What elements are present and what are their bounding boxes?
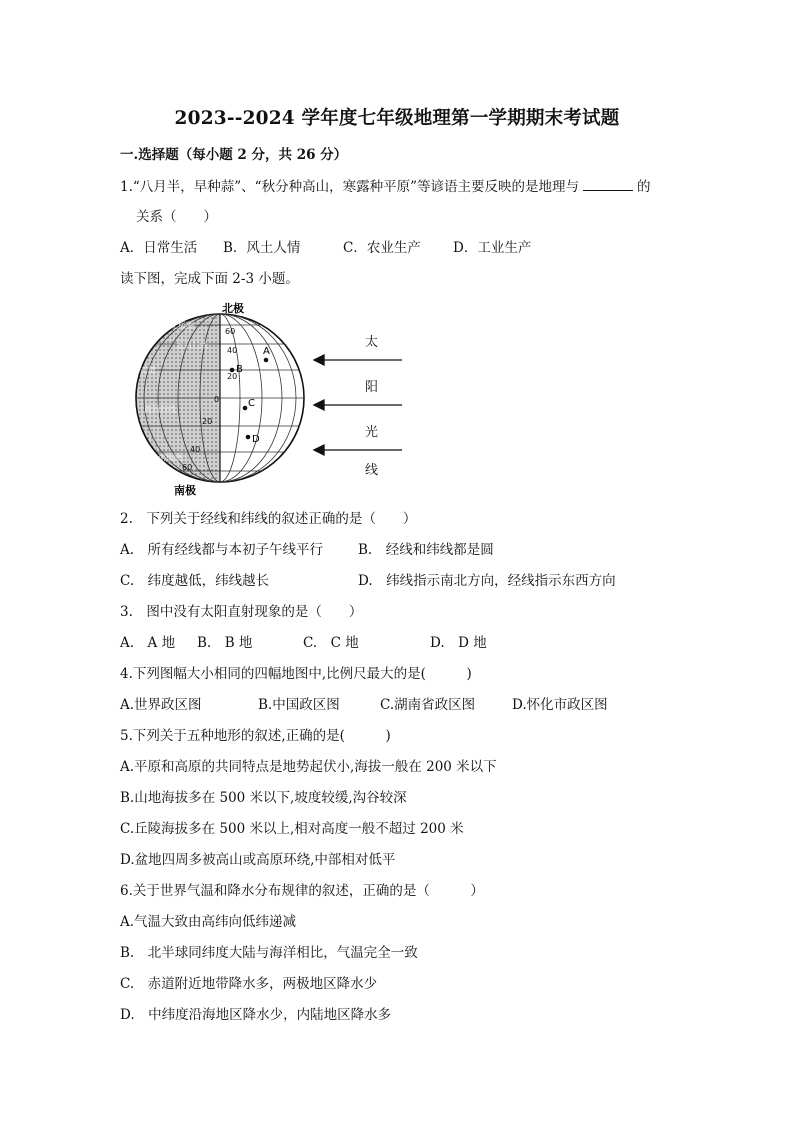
svg-text:光: 光 xyxy=(365,425,379,440)
q4-option-d[interactable]: D.怀化市政区图 xyxy=(512,697,608,713)
lat-label: 40 xyxy=(227,346,238,355)
question-2-stem: 2. 下列关于经线和纬线的叙述正确的是（ ） xyxy=(120,511,417,527)
q6-option-d[interactable]: D. 中纬度沿海地区降水少，内陆地区降水多 xyxy=(120,1007,392,1023)
lat-label: 40 xyxy=(190,445,201,454)
q6-option-a[interactable]: A.气温大致由高纬向低纬递减 xyxy=(120,914,297,930)
q1-option-b[interactable]: B．风土人情 xyxy=(223,240,301,256)
q5-option-a[interactable]: A.平原和高原的共同特点是地势起伏小,海拔一般在 200 米以下 xyxy=(120,759,497,775)
svg-text:太: 太 xyxy=(365,335,379,350)
q2-option-b[interactable]: B. 经线和纬线都是圆 xyxy=(358,542,494,558)
question-4-stem: 4.下列图幅大小相同的四幅地图中,比例尺最大的是( ) xyxy=(120,666,472,682)
q4-option-c[interactable]: C.湖南省政区图 xyxy=(380,697,476,713)
question-3-stem: 3. 图中没有太阳直射现象的是（ ） xyxy=(120,604,363,620)
svg-text:阳: 阳 xyxy=(365,380,379,395)
figure-instruction: 读下图，完成下面 2-3 小题。 xyxy=(120,271,299,287)
section-heading: 一.选择题（每小题 2 分，共 26 分） xyxy=(120,147,348,163)
q3-option-a[interactable]: A. A 地 xyxy=(120,635,176,651)
lat-label: 60 xyxy=(225,327,236,336)
q5-option-d[interactable]: D.盆地四周多被高山或高原环绕,中部相对低平 xyxy=(120,852,396,868)
point-b-label: B xyxy=(236,364,243,375)
q3-option-d[interactable]: D. D 地 xyxy=(430,635,487,651)
point-a-label: A xyxy=(263,346,270,357)
point-d-dot xyxy=(246,435,251,440)
q2-option-d[interactable]: D. 纬线指示南北方向，经线指示东西方向 xyxy=(358,573,616,589)
question-1-stem-text: 1.“八月半，早种蒜”、“秋分种高山，寒露种平原”等谚语主要反映的是地理与 xyxy=(120,179,579,195)
circle-label: 北极圈 xyxy=(170,321,194,330)
q4-option-b[interactable]: B.中国政区图 xyxy=(258,697,340,713)
question-6-stem: 6.关于世界气温和降水分布规律的叙述，正确的是（ ） xyxy=(120,883,484,899)
lat-label: 60 xyxy=(182,463,193,472)
point-c-label: C xyxy=(248,398,255,409)
circle-label: 南回归线 xyxy=(144,405,176,414)
south-pole-label: 南极 xyxy=(174,484,196,497)
point-c-dot xyxy=(243,406,248,411)
answer-blank[interactable] xyxy=(583,177,633,191)
q4-option-a[interactable]: A.世界政区图 xyxy=(120,697,202,713)
circle-label: 南极圈 xyxy=(158,453,182,462)
lat-label: 20 xyxy=(227,372,238,381)
question-5-stem: 5.下列关于五种地形的叙述,正确的是( ) xyxy=(120,728,391,744)
points xyxy=(230,346,270,445)
circle-label: 赤道 xyxy=(140,366,156,375)
q6-option-b[interactable]: B. 北半球同纬度大陆与海洋相比，气温完全一致 xyxy=(120,945,418,961)
question-1-stem-cont: 关系（ ） xyxy=(136,209,217,225)
q1-option-d[interactable]: D．工业生产 xyxy=(453,240,532,256)
point-a-dot xyxy=(264,358,269,363)
north-pole-label: 北极 xyxy=(222,302,244,315)
q5-option-b[interactable]: B.山地海拔多在 500 米以下,坡度较缓,沟谷较深 xyxy=(120,790,407,806)
question-1-stem-tail: 的 xyxy=(637,179,651,195)
svg-text:线: 线 xyxy=(365,463,379,478)
q1-option-a[interactable]: A．日常生活 xyxy=(120,240,198,256)
earth-illumination-figure xyxy=(130,300,420,500)
q1-option-c[interactable]: C．农业生产 xyxy=(343,240,421,256)
question-1-stem xyxy=(120,177,651,196)
point-b-dot xyxy=(230,368,235,373)
sunlight-arrows xyxy=(314,355,402,455)
lat-label: 0 xyxy=(214,395,220,404)
point-d-label: D xyxy=(252,434,260,445)
q5-option-c[interactable]: C.丘陵海拔多在 500 米以上,相对高度一般不超过 200 米 xyxy=(120,821,464,837)
circle-label: 北回归线 xyxy=(176,341,208,350)
q6-option-c[interactable]: C. 赤道附近地带降水多，两极地区降水少 xyxy=(120,976,378,992)
q3-option-b[interactable]: B. B 地 xyxy=(197,635,253,651)
q2-option-a[interactable]: A. 所有经线都与本初子午线平行 xyxy=(120,542,324,558)
lat-label: 20 xyxy=(202,417,213,426)
sunlight-label xyxy=(365,334,378,478)
page-title: 2023--2024 学年度七年级地理第一学期期末考试题 xyxy=(174,108,620,129)
q2-option-c[interactable]: C. 纬度越低，纬线越长 xyxy=(120,573,270,589)
q3-option-c[interactable]: C. C 地 xyxy=(303,635,359,651)
